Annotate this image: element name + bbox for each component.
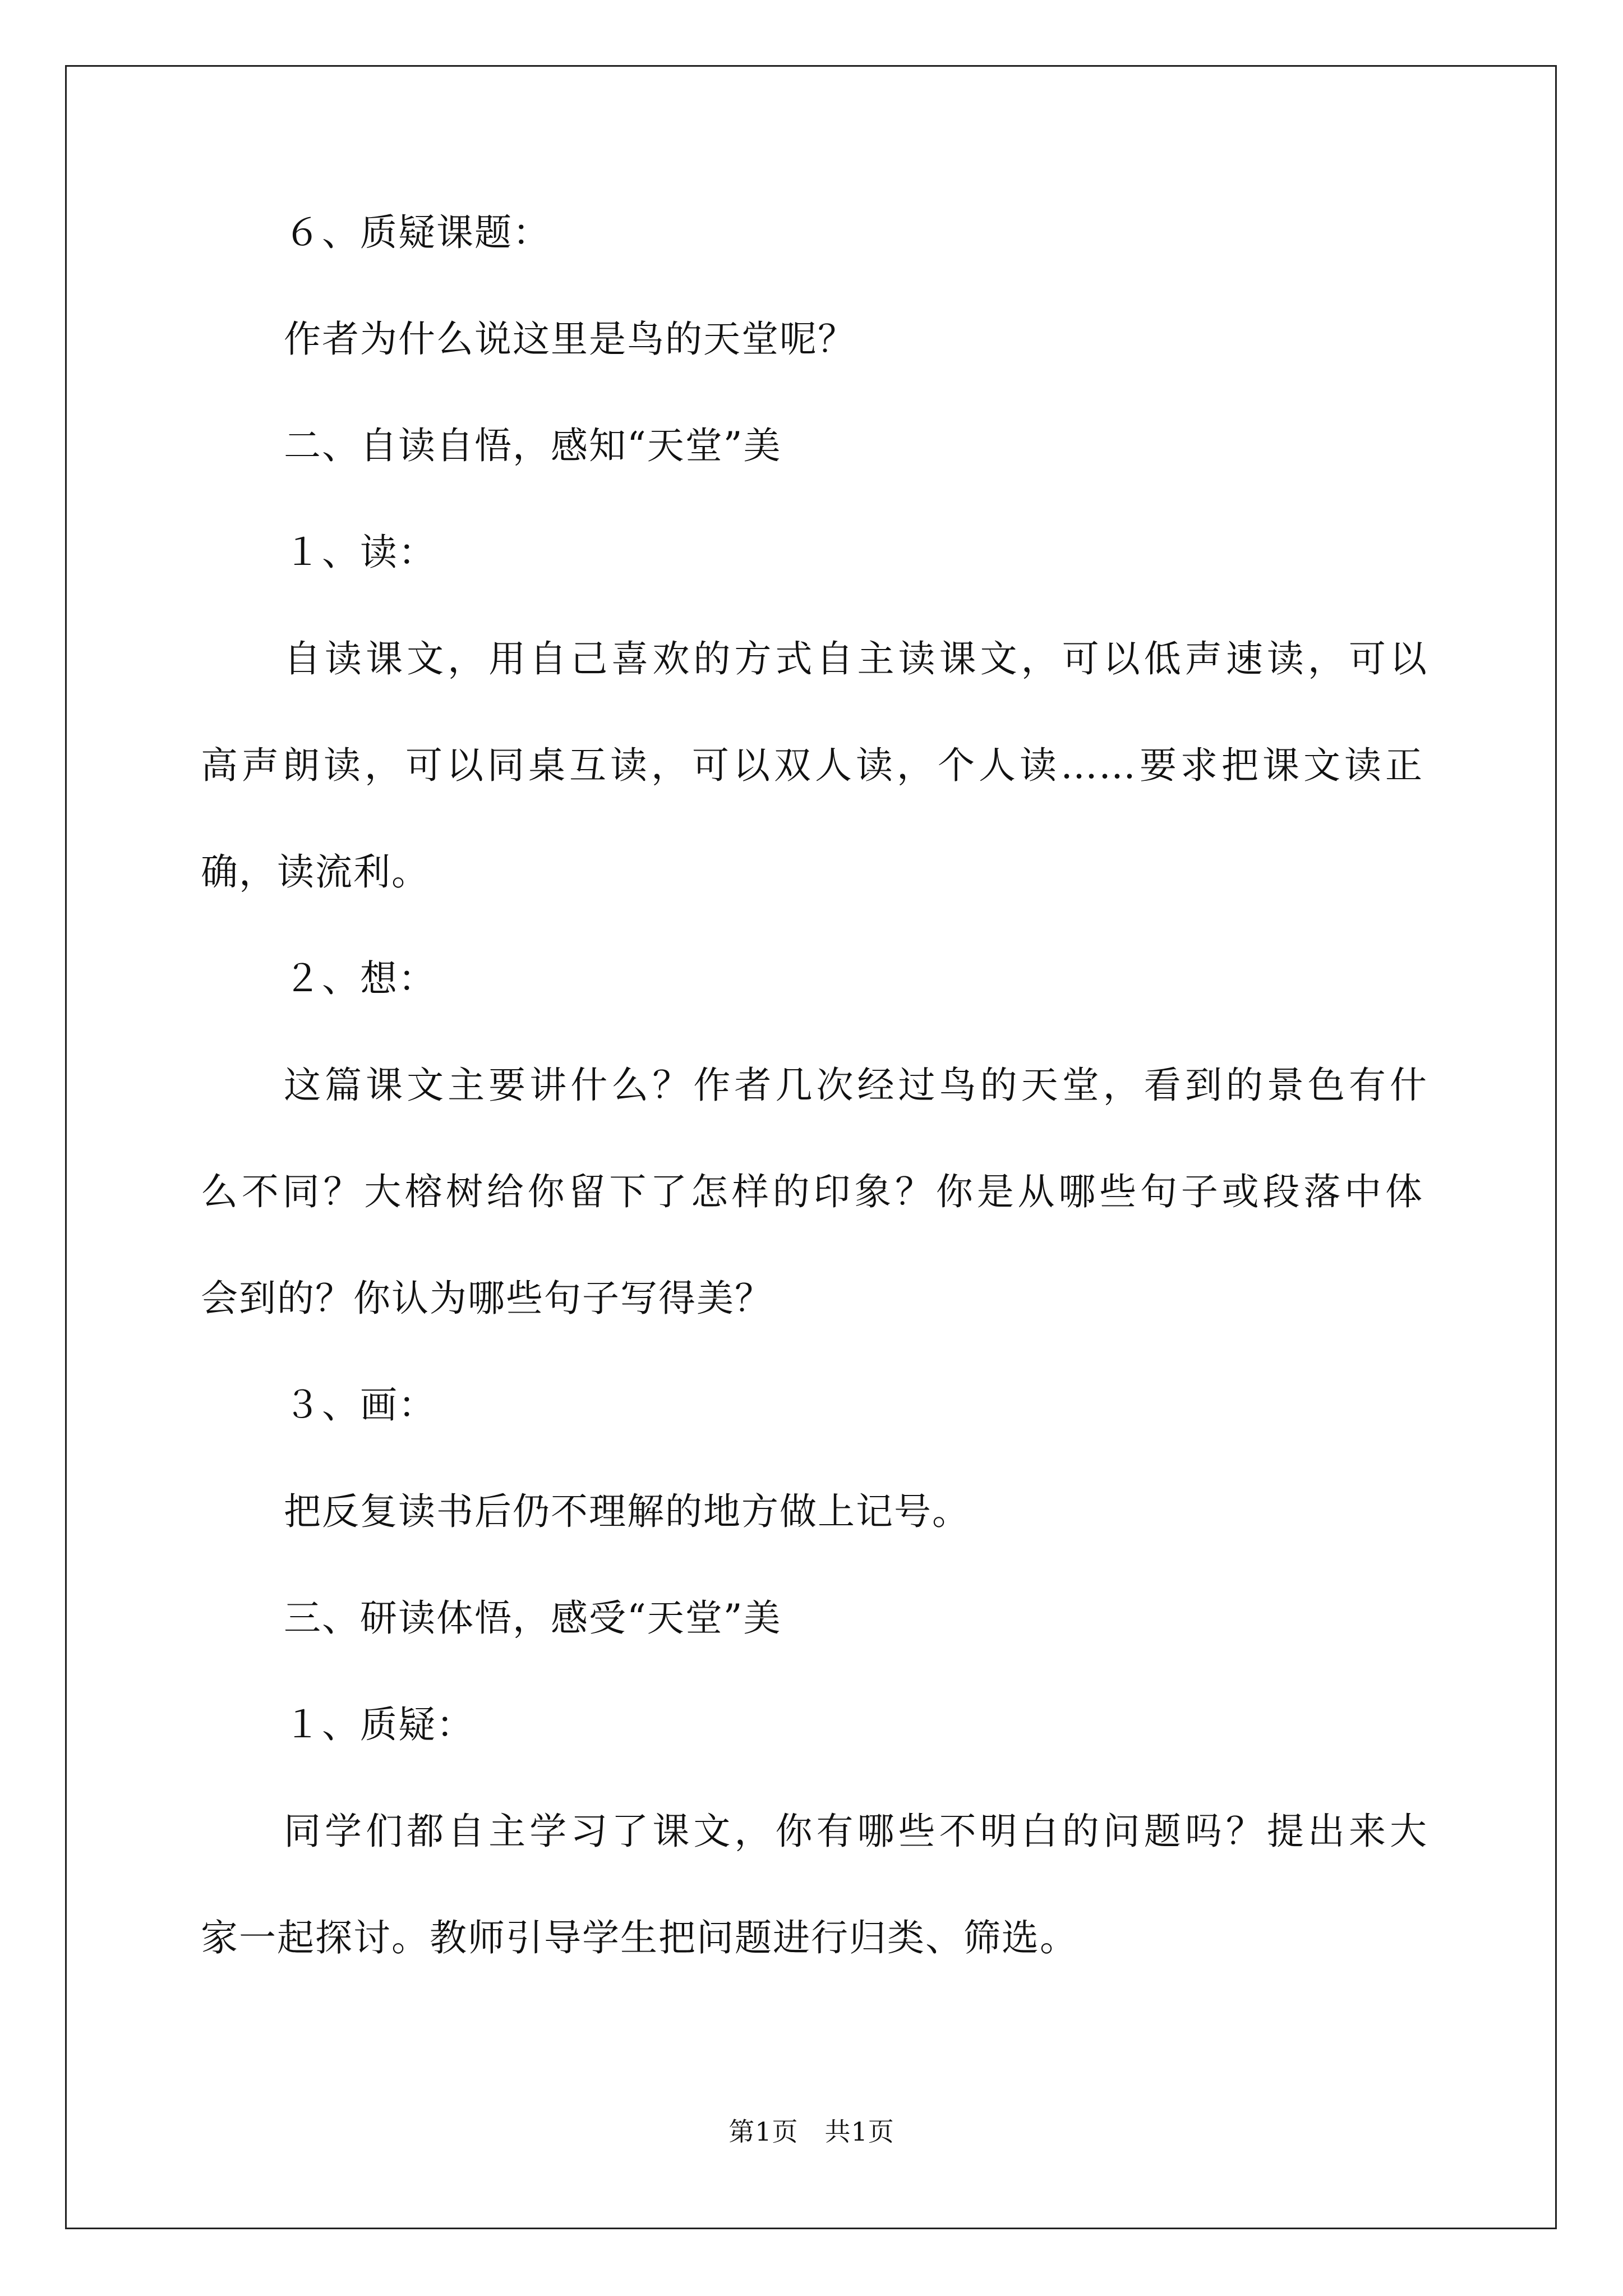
paragraph-line: 自读课文，用自己喜欢的方式自主读课文，可以低声速读，可以	[284, 637, 1428, 680]
paragraph-line: 作者为什么说这里是鸟的天堂呢？	[284, 318, 856, 361]
paragraph-line: 么不同？大榕树给你留下了怎样的印象？你是从哪些句子或段落中体	[201, 1170, 1423, 1213]
paragraph-line: 高声朗读，可以同桌互读，可以双人读，个人读……要求把课文读正	[201, 744, 1423, 787]
page-footer: 第1页 共1页	[728, 2116, 895, 2147]
paragraph-line: 同学们都自主学习了课文，你有哪些不明白的问题吗？提出来大	[284, 1810, 1428, 1853]
page-border	[65, 65, 1557, 2229]
paragraph-line: 确，读流利。	[201, 850, 430, 894]
subheading-question: １、质疑：	[284, 1703, 474, 1746]
paragraph-line: 这篇课文主要讲什么？作者几次经过鸟的天堂，看到的景色有什	[284, 1064, 1428, 1107]
paragraph-line: 家一起探讨。教师引导学生把问题进行归类、筛选。	[201, 1916, 1078, 1959]
subheading-think: ２、想：	[284, 957, 436, 1000]
heading-6-question-title: ６、质疑课题：	[284, 211, 551, 254]
paragraph-line: 把反复读书后仍不理解的地方做上记号。	[284, 1490, 970, 1533]
subheading-draw: ３、画：	[284, 1383, 436, 1427]
section-heading-2: 二、自读自悟，感知“天堂”美	[284, 424, 782, 467]
section-heading-3: 三、研读体悟，感受“天堂”美	[284, 1596, 782, 1640]
paragraph-line: 会到的？你认为哪些句子写得美？	[201, 1277, 773, 1320]
subheading-read: １、读：	[284, 531, 436, 574]
